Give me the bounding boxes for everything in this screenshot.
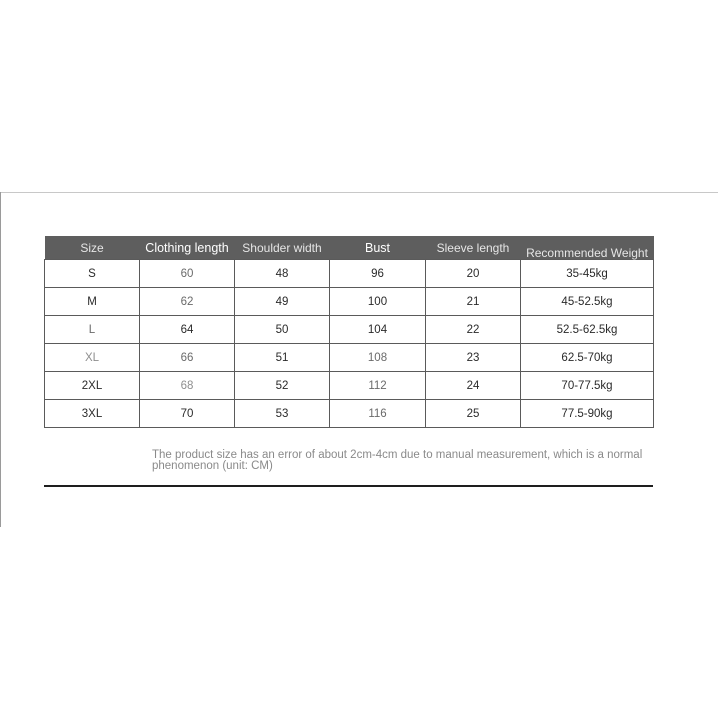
table-row [45,260,654,288]
cell-size: L [45,316,140,344]
cell-recommended-weight: 62.5-70kg [521,344,654,372]
cell-clothing-length: 68 [140,372,235,400]
cell-bust: 100 [330,288,426,316]
cell-sleeve-length: 25 [426,400,521,428]
cell-clothing-length: 64 [140,316,235,344]
bottom-divider [44,485,653,487]
table-row [45,372,654,400]
cell-bust: 112 [330,372,426,400]
header-shoulder-width: Shoulder width [235,236,330,260]
cell-shoulder-width: 52 [235,372,330,400]
cell-recommended-weight: 52.5-62.5kg [521,316,654,344]
cell-recommended-weight: 77.5-90kg [521,400,654,428]
cell-sleeve-length: 21 [426,288,521,316]
table-row [45,400,654,428]
table-row [45,288,654,316]
cell-clothing-length: 66 [140,344,235,372]
cell-sleeve-length: 24 [426,372,521,400]
left-divider [0,192,1,527]
cell-clothing-length: 62 [140,288,235,316]
table-header-row [45,236,654,260]
cell-recommended-weight: 45-52.5kg [521,288,654,316]
cell-shoulder-width: 51 [235,344,330,372]
cell-bust: 104 [330,316,426,344]
header-bust: Bust [330,236,426,260]
cell-sleeve-length: 20 [426,260,521,288]
header-sleeve-length: Sleeve length [426,236,521,260]
cell-sleeve-length: 22 [426,316,521,344]
header-recommended-weight: Recommended Weight [521,236,654,260]
table-row [45,344,654,372]
cell-bust: 116 [330,400,426,428]
cell-shoulder-width: 53 [235,400,330,428]
cell-shoulder-width: 49 [235,288,330,316]
cell-sleeve-length: 23 [426,344,521,372]
cell-clothing-length: 70 [140,400,235,428]
cell-size: M [45,288,140,316]
cell-bust: 108 [330,344,426,372]
cell-size: XL [45,344,140,372]
cell-recommended-weight: 70-77.5kg [521,372,654,400]
cell-recommended-weight: 35-45kg [521,260,654,288]
top-divider [0,192,718,193]
cell-clothing-length: 60 [140,260,235,288]
table-row [45,316,654,344]
cell-size: S [45,260,140,288]
header-clothing-length: Clothing length [140,236,235,260]
cell-shoulder-width: 50 [235,316,330,344]
size-chart-table [44,236,654,428]
cell-bust: 96 [330,260,426,288]
cell-size: 2XL [45,372,140,400]
cell-size: 3XL [45,400,140,428]
header-size: Size [45,236,140,260]
measurement-note: The product size has an error of about 2cm-4cm due to manual measurement, which is a normal phenomenon (unit: CM) [152,449,643,472]
cell-shoulder-width: 48 [235,260,330,288]
